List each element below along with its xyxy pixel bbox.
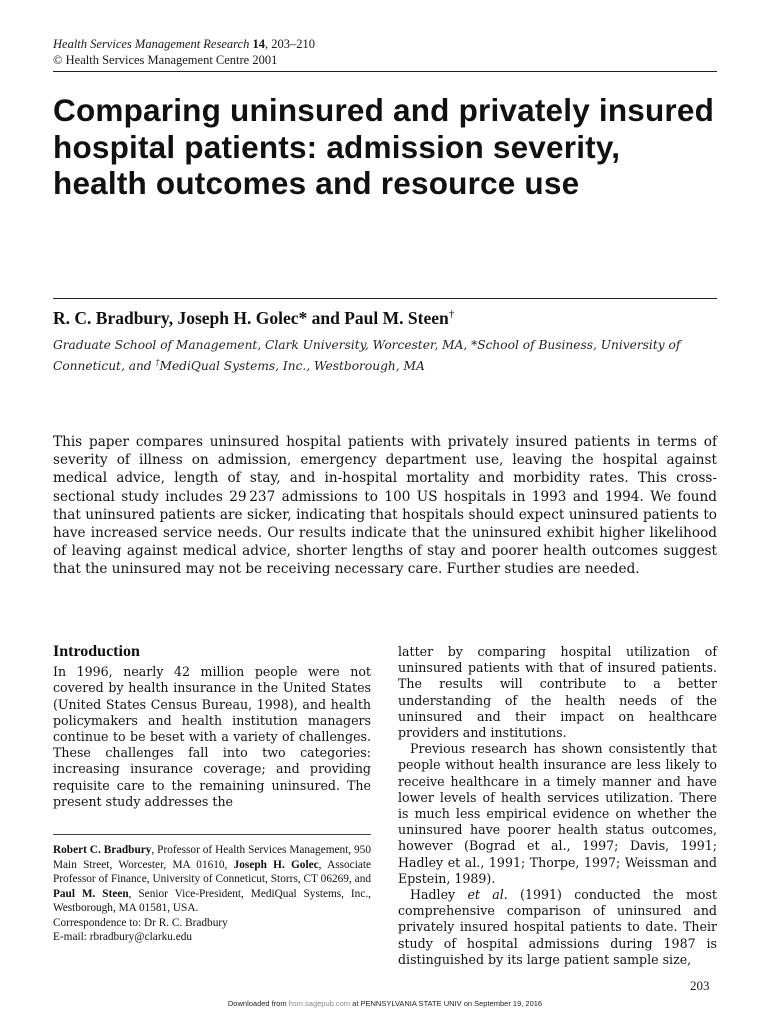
et-al: et al.	[467, 887, 508, 903]
footnote-rule	[53, 834, 371, 835]
affiliation-text-b: MediQual Systems, Inc., Westborough, MA	[159, 359, 425, 374]
intro-paragraph-1: In 1996, nearly 42 million people were not covered by health insurance in the United States (United States Census Bureau, 1998), and health policymakers and health institution managers continue to be beset with a variety of challenges. These challenges fall into two categories: increasing insurance coverage; and providing requisite care to the remaining uninsured. The present study addresses the	[53, 664, 371, 809]
left-column	[53, 644, 371, 810]
journal-copyright: © Health Services Management Centre 2001	[53, 53, 278, 67]
affiliation-text-a: Graduate School of Management, Clark University, Worcester, MA, *School of Business, University of Conneticut, and	[53, 338, 681, 374]
author-dagger: †	[448, 308, 455, 321]
footnote-author-3: Paul M. Steen	[53, 887, 129, 900]
page-number: 203	[690, 978, 710, 993]
abstract: This paper compares uninsured hospital patients with privately insured patients in terms of severity of illness on admission, emergency department use, leaving the hospital against medical advice, length of stay, and in-hospital mortality and morbidity rates. This cross-sectional study includes 29 237 admissions to 100 US hospitals in 1993 and 1994. We found that uninsured patients are sicker, indicating that hospitals should expect uninsured patients to have increased service needs. Our results indicate that the uninsured exhibit higher likelihood of leaving against medical advice, shorter lengths of stay and poorer health outcomes suggest that the uninsured may not be receiving necessary care. Further studies are needed.	[53, 434, 717, 578]
footnote-author-3-desc: , Senior Vice-President, MediQual Systems, Inc., Westborough, MA 01581, USA.	[53, 887, 371, 914]
affiliation-dagger: †	[155, 358, 160, 367]
author-names: R. C. Bradbury, Joseph H. Golec* and Paul M. Steen	[53, 308, 449, 328]
section-heading-introduction: Introduction	[53, 643, 140, 660]
affiliations	[53, 337, 717, 375]
download-notice-prefix: Downloaded from	[227, 999, 289, 1008]
journal-volume: 14	[252, 37, 265, 51]
footnote-author-1: Robert C. Bradbury	[53, 844, 152, 856]
header-rule	[53, 71, 717, 72]
article-title: Comparing uninsured and privately insured hospital patients: admission severity, health outcomes and resource use	[53, 92, 715, 201]
intro-paragraph-2: latter by comparing hospital utilization of uninsured patients with that of insured patients. The results will contribute to a better understanding of the health needs of the uninsured and their impact on healthcare providers and institutions.	[398, 644, 717, 741]
footnote-correspondence: Correspondence to: Dr R. C. Bradbury	[53, 916, 228, 929]
footnote-author-2-desc: , Associate Professor of Finance, University of Conneticut, Storrs, CT 06269, and	[53, 858, 371, 885]
author-list	[53, 308, 454, 329]
journal-header	[53, 36, 315, 68]
footnote-affiliations	[53, 843, 371, 916]
journal-name: Health Services Management Research	[53, 37, 250, 51]
title-rule	[53, 298, 717, 299]
download-site-link[interactable]: hsm.sagepub.com	[288, 999, 351, 1008]
footnote-author-1-desc: , Professor of Health Services Management, 950 Main Street, Worcester, MA 01610,	[53, 844, 371, 871]
intro-paragraph-4-text: (1991) conducted the most comprehensive comparison of uninsured and privately insured hospital patients to date. Their study of hospital admissions during 1987 is distinguished by its large patient sample size,	[398, 887, 717, 967]
footnote-author-2: Joseph H. Golec	[233, 858, 319, 871]
intro-paragraph-4	[398, 887, 717, 968]
author-footnote	[53, 843, 371, 945]
footnote-email: E-mail: rbradbury@clarku.edu	[53, 931, 193, 943]
journal-pages: , 203–210	[264, 37, 315, 51]
right-column	[398, 644, 717, 968]
intro-paragraph-3: Previous research has shown consistently that people without health insurance are less likely to receive healthcare in a timely manner and have lower levels of health services utilization. There is much less empirical evidence on whether the uninsured have poorer health status outcomes, however (Bograd et al., 1997; Davis, 1991; Hadley et al., 1991; Thorpe, 1997; Weissman and Epstein, 1989).	[398, 741, 717, 886]
download-notice-suffix: at PENNSYLVANIA STATE UNIV on September 19, 2016	[350, 999, 543, 1008]
hadley-citation: Hadley	[410, 887, 468, 903]
download-notice	[0, 999, 770, 1008]
